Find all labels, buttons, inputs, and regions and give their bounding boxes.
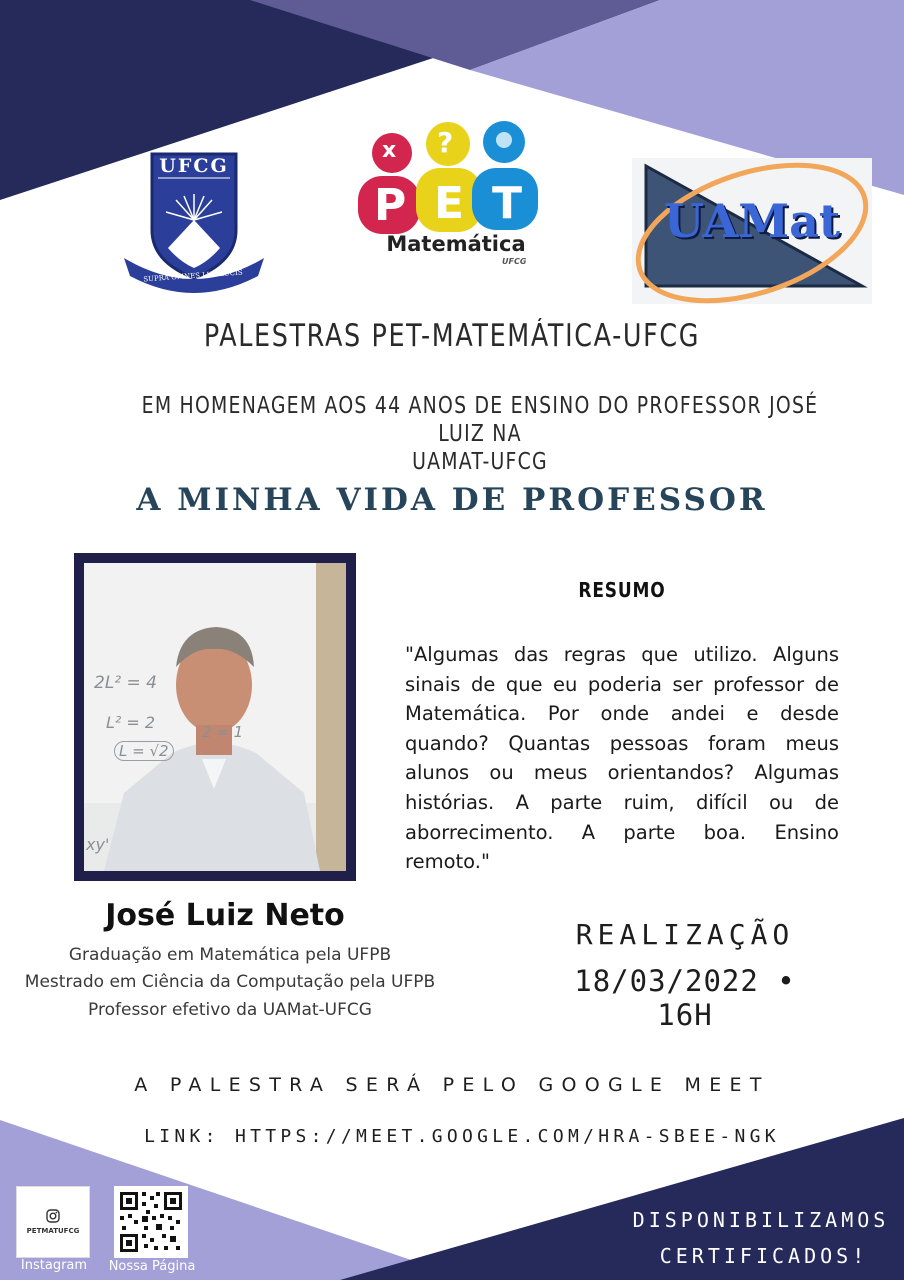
speaker-credential-3: Professor efetivo da UAMat-UFCG	[88, 1000, 372, 1020]
ufcg-logo-text: UFCG	[159, 155, 229, 177]
event-series-title: PALESTRAS PET-MATEMÁTICA-UFCG	[203, 318, 701, 354]
instagram-icon	[46, 1209, 60, 1223]
pet-letter-t: T	[492, 178, 523, 229]
pet-icon-question: ?	[437, 126, 454, 159]
board-text-2: L² = 2	[106, 713, 156, 732]
board-text-4: 2 = 1	[202, 723, 244, 741]
event-subtitle	[136, 392, 825, 476]
pet-icon-x: x	[382, 138, 397, 163]
certificates-line-1: DISPONIBILIZAMOS	[632, 1208, 890, 1232]
ufcg-motto: SUPRA OMNES LUX LUCIS	[143, 268, 243, 284]
pet-letter-e: E	[434, 178, 465, 229]
qr-code-icon	[114, 1186, 188, 1258]
uamat-logo	[632, 158, 872, 304]
speaker-credential-2: Mestrado em Ciência da Computação pela UFPB	[24, 972, 436, 992]
pet-sub: UFCG	[502, 257, 527, 266]
meet-link[interactable]: LINK: HTTPS://MEET.GOOGLE.COM/HRA-SBEE-NGK	[144, 1126, 780, 1147]
speaker-photo	[84, 563, 346, 871]
certificates-line-2: CERTIFICADOS!	[659, 1244, 869, 1268]
event-date-time: 18/03/2022 • 16H	[574, 964, 796, 1032]
pet-letter-p: P	[374, 180, 407, 231]
instagram-badge[interactable]	[16, 1186, 90, 1258]
board-text-1: 2L² = 4	[94, 673, 157, 693]
pet-matematica-logo	[352, 118, 552, 268]
instagram-handle: PETMATUFCG	[26, 1227, 80, 1235]
speaker-name: José Luiz Neto	[105, 898, 345, 933]
event-subtitle-line2: UAMAT-UFCG	[412, 449, 548, 475]
resumo-heading: RESUMO	[578, 578, 666, 602]
event-subtitle-line1: EM HOMENAGEM AOS 44 ANOS DE ENSINO DO PROFESSOR JOSÉ LUIZ NA	[141, 393, 819, 447]
instagram-label: Instagram	[20, 1258, 88, 1273]
pet-word: Matemática	[386, 232, 526, 256]
board-text-3: L = √2	[114, 741, 174, 761]
realizacao-label: REALIZAÇÃO	[575, 918, 795, 951]
speaker-credential-1: Graduação em Matemática pela UFPB	[68, 945, 392, 965]
qr-code[interactable]	[114, 1186, 188, 1258]
platform-line: A PALESTRA SERÁ PELO GOOGLE MEET	[134, 1074, 770, 1096]
lightbulb-icon	[496, 132, 512, 148]
talk-title: A MINHA VIDA DE PROFESSOR	[136, 482, 768, 518]
board-text-5: xy'	[86, 835, 110, 854]
uamat-logo-text: UAMat	[663, 194, 841, 248]
qr-label: Nossa Página	[108, 1259, 196, 1274]
resumo-text: "Algumas das regras que utilizo. Alguns sinais de que eu poderia ser professor de Matemática. Por onde andei e desde quando? Quantas pessoas foram meus alunos ou meus orientandos? Algumas histórias. A parte ruim, difícil ou de aborrecimento. A parte boa. Ensino remoto."	[405, 643, 839, 874]
